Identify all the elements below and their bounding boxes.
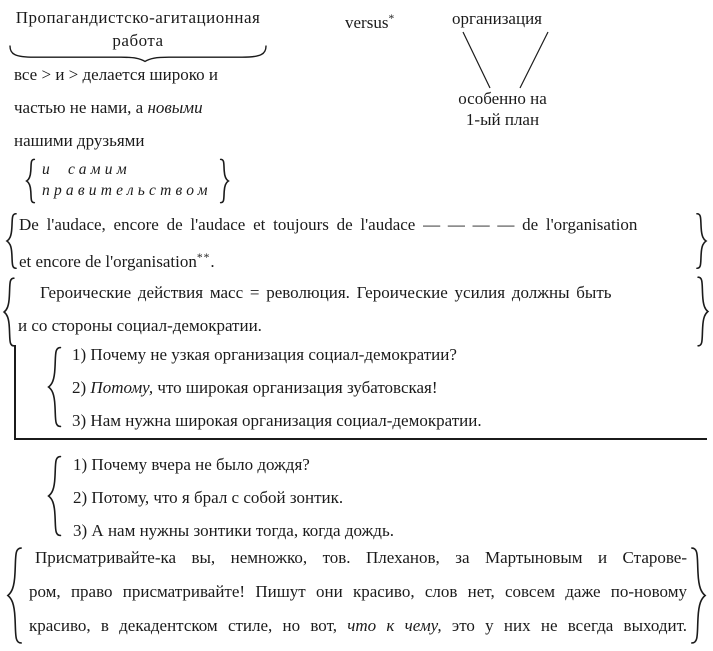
footnote-marker: * [388,13,396,25]
foreground-note [445,88,560,130]
list-item: 3) А нам нужны зонтики тогда, когда дождь. [73,521,394,540]
left-note-line3: нашими друзьями [14,131,145,150]
heroic-note-line1: Героические действия масс = революция. Героические усилия должны быть [40,283,612,302]
government-note [42,159,212,201]
propaganda-heading-line1: Пропагандистско-агитационная [15,8,261,27]
heroic-left-brace-icon [2,276,16,348]
sd-list-brace-icon [46,345,63,429]
underbrace-icon [8,45,268,62]
audace-right-brace-icon [695,212,708,270]
government-left-brace-icon [25,158,36,204]
plekhanov-note-line2: ром, право присматривайте! Пишут они красиво, слов нет, совсем даже по-новому [29,582,687,601]
government-note-line1: и самим [42,161,131,178]
plekhanov-note-line1: Присматривайте-ка вы, немножко, тов. Плеханов, за Мартыновым и Старове- [35,548,687,567]
organization-label: организация [452,9,542,28]
government-note-line2: правительством [42,182,212,199]
left-note-line2 [14,98,203,118]
left-note-line2-text: частью не нами, а [14,98,148,117]
section-divider-line [14,438,707,440]
umbrella-list-brace-icon [46,454,63,538]
list-item: 1) Почему вчера не было дождя? [73,455,310,474]
plekhanov-left-brace-icon [5,545,24,646]
audace-quote-line2-text: et encore de l'organisation [19,252,197,271]
foreground-note-line2: 1-ый план [465,110,540,129]
list-item: 1) Почему не узкая организация социал-демократии? [72,345,457,364]
left-note-line1: все > и > делается широко и [14,65,218,84]
foreground-note-line1: особенно на [458,89,547,108]
audace-quote-line1: De l'audace, encore de l'audace et toujours de l'audace — — — — de l'organisation [19,215,638,234]
plekhanov-right-brace-icon [689,545,708,646]
umbrella-list [73,455,394,541]
list-item: 2) Потому, что я брал с собой зонтик. [73,488,344,507]
audace-quote-period: . [210,252,215,271]
list-item: 3) Нам нужна широкая организация социал-демократии. [72,411,482,430]
margin-vertical-line [14,345,16,439]
sd-organization-list [72,345,482,431]
versus-label [345,9,395,33]
list-item: 2) Потому, что широкая организация зубатовская! [72,378,438,397]
versus-word: versus [345,13,389,32]
plekhanov-note-line3: красиво, в декадентском стиле, но вот, что к чему, это у них не всегда выходит. [29,616,688,635]
audace-left-brace-icon [5,212,18,270]
convergence-lines-icon [455,30,560,90]
propaganda-heading-line2: работа [112,31,164,50]
footnote-marker-double: ** [196,252,211,264]
left-note-line2-emphasis: новыми [147,98,203,117]
heroic-right-brace-icon [696,275,710,348]
plekhanov-note [29,548,687,636]
government-right-brace-icon [219,158,230,204]
heroic-note-line2: и со стороны социал-демократии. [18,316,262,335]
audace-quote-line2 [19,248,215,272]
